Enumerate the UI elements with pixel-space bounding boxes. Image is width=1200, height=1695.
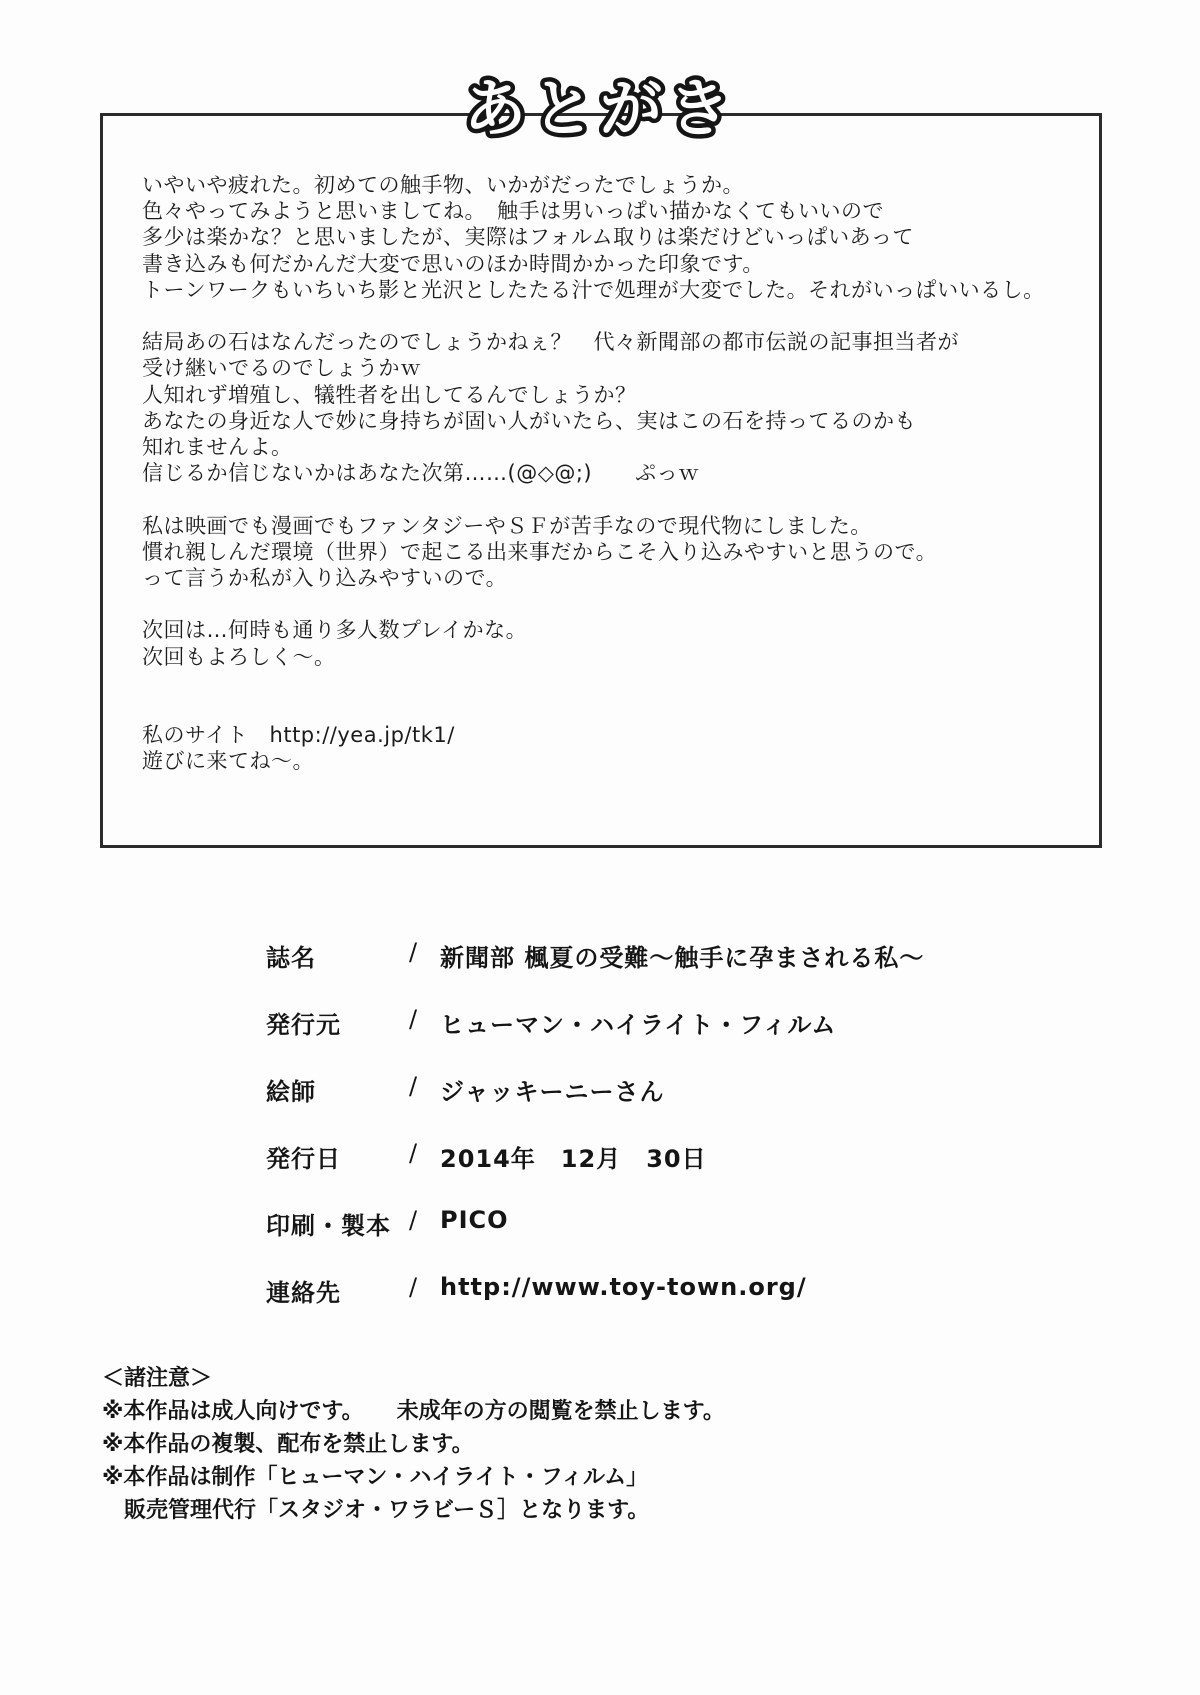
colophon-value-artist: ジャッキーニーさん [440,1078,665,1106]
afterword-line: 遊びに来てね〜。 [142,749,314,774]
afterword-text [142,172,1072,775]
afterword-line: 次回もよろしく〜。 [142,644,336,669]
afterword-line: 信じるか信じないかはあなた次第……(@◇@;) ぷっｗ [142,461,700,486]
colophon-row-artist [266,1072,924,1139]
colophon-value-date: 2014年 12月 30日 [440,1145,707,1173]
afterword-line: あなたの身近な人で妙に身持ちが固い人がいたら、実はこの石を持ってるのかも [142,408,916,433]
page-title-graphic [380,48,820,168]
colophon-row-contact [266,1273,924,1340]
afterword-line: 知れませんよ。 [142,435,293,460]
afterword-line: 多少は楽かな？と思いましたが、実際はフォルム取りは楽だけどいっぱいあって [142,225,914,250]
colophon-label: 印刷・製本 [266,1212,391,1240]
afterword-line [142,591,1072,617]
afterword-line: 色々やってみようと思いましてね。 触手は男いっぱい描かなくてもいいので [142,199,884,224]
afterword-line: 次回は…何時も通り多人数プレイかな。 [142,618,528,643]
colophon-row-date [266,1139,924,1206]
colophon [266,938,924,1340]
afterword-line: って言うか私が入り込みやすいので。 [142,566,508,591]
afterword-line: 慣れ親しんだ環境（世界）で起こる出来事だからこそ入り込みやすいと思うので。 [142,539,938,564]
colophon-label: 絵師 [266,1078,316,1106]
colophon-separator: / [408,1072,418,1100]
notice-item: ※本作品の複製、配布を禁止します。 [102,1432,474,1457]
afterword-line: 結局あの石はなんだったのでしょうかねぇ？ 代々新聞部の都市伝説の記事担当者が [142,330,959,355]
page-title: あとがき [463,72,737,145]
colophon-separator: / [408,938,418,966]
colophon-separator: / [408,1206,418,1234]
colophon-separator: / [408,1005,418,1033]
colophon-label: 誌名 [266,944,316,972]
notice-item: 販売管理代行「スタジオ・ワラビーＳ］となります。 [102,1498,650,1523]
afterword-line [142,670,1072,696]
colophon-separator: / [408,1273,418,1301]
colophon-value-book-title: 新聞部 楓夏の受難〜触手に孕まされる私〜 [440,944,925,972]
afterword-line: トーンワークもいちいち影と光沢としたたる汁で処理が大変でした。それがいっぱいいるし。 [142,277,1045,302]
afterword-line [142,303,1072,329]
colophon-label: 連絡先 [266,1279,341,1307]
afterword-line: 受け継いでるのでしょうかｗ [142,356,422,381]
colophon-separator: / [408,1139,418,1167]
afterword-line: 私は映画でも漫画でもファンタジーやＳＦが苦手なので現代物にしました。 [142,513,872,538]
notices-heading: ＜諸注意＞ [102,1366,213,1391]
colophon-label: 発行日 [266,1145,341,1173]
colophon-value-printer: PICO [440,1206,509,1234]
afterword-site-url: 私のサイト http://yea.jp/tk1/ [142,723,455,748]
afterword-line [142,486,1072,512]
notices [102,1362,725,1527]
colophon-value-publisher: ヒューマン・ハイライト・フィルム [440,1011,837,1039]
colophon-row-printer [266,1206,924,1273]
colophon-row-publisher [266,1005,924,1072]
afterword-line [142,696,1072,722]
colophon-row-title [266,938,924,1005]
colophon-value-contact-url: http://www.toy-town.org/ [440,1273,807,1301]
afterword-line: 書き込みも何だかんだ大変で思いのほか時間かかった印象です。 [142,251,764,276]
colophon-label: 発行元 [266,1011,341,1039]
afterword-line: 人知れず増殖し、犠牲者を出してるんでしょうか？ [142,382,637,407]
notice-item: ※本作品は制作「ヒューマン・ハイライト・フィルム」 [102,1465,649,1490]
afterword-line: いやいや疲れた。初めての触手物、いかがだったでしょうか。 [142,173,744,197]
notice-item: ※本作品は成人向けです。 未成年の方の閲覧を禁止します。 [102,1399,725,1424]
